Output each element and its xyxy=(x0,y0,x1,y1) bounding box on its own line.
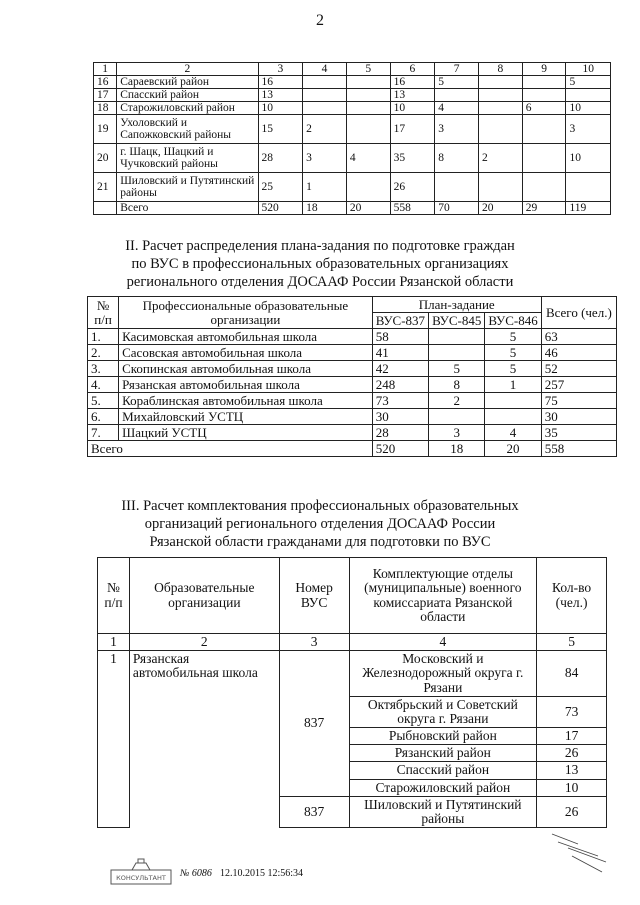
value-cell: 6 xyxy=(522,102,566,115)
value-cell xyxy=(346,76,390,89)
vus845-value xyxy=(429,345,485,361)
index-cell: 1 xyxy=(98,634,130,651)
vus837-value: 42 xyxy=(372,361,428,377)
col-plan-header: План-задание xyxy=(372,297,541,313)
table-row xyxy=(88,409,617,425)
section-2-title-line: II. Расчет распределения плана-задания по подготовке граждан xyxy=(125,238,515,254)
vus837-value: 41 xyxy=(372,345,428,361)
total-cell: 558 xyxy=(390,202,435,215)
index-cell: 2 xyxy=(129,634,279,651)
row-number: 7. xyxy=(88,425,119,441)
table-row xyxy=(94,76,611,89)
organization-name: Скопинская автомобильная школа xyxy=(119,361,373,377)
dept-count: 17 xyxy=(537,728,607,745)
org-name: Рязанская автомобильная школа xyxy=(129,651,279,828)
table-row xyxy=(94,102,611,115)
table-row xyxy=(94,144,611,173)
vus837-value: 30 xyxy=(372,409,428,425)
vus845-value xyxy=(429,329,485,345)
total-row xyxy=(94,202,611,215)
section-3-title-line: Рязанской области гражданами для подготовки по ВУС xyxy=(149,534,491,550)
vus837-value: 248 xyxy=(372,377,428,393)
value-cell xyxy=(478,115,522,144)
table-row xyxy=(88,377,617,393)
total-label: Всего xyxy=(88,441,373,457)
value-cell xyxy=(435,89,479,102)
value-cell: 35 xyxy=(390,144,435,173)
vus845-value: 3 xyxy=(429,425,485,441)
value-cell: 28 xyxy=(258,144,303,173)
total-label: Всего xyxy=(117,202,258,215)
dept-name: Шиловский и Путятинский районы xyxy=(349,796,537,827)
value-cell: 5 xyxy=(435,76,479,89)
column-index-cell: 7 xyxy=(435,63,479,76)
organization-name: Кораблинская автомобильная школа xyxy=(119,393,373,409)
value-cell xyxy=(303,89,347,102)
value-cell: 8 xyxy=(435,144,479,173)
row-number: 1. xyxy=(88,329,119,345)
col-vus845-header: ВУС-845 xyxy=(429,313,485,329)
row-number: 19 xyxy=(94,115,117,144)
table-row xyxy=(98,651,607,697)
vus845-total: 18 xyxy=(429,441,485,457)
footer xyxy=(110,858,303,888)
district-name: Спасский район xyxy=(117,89,258,102)
value-cell: 10 xyxy=(390,102,435,115)
vus845-value: 2 xyxy=(429,393,485,409)
vus846-value: 5 xyxy=(485,345,541,361)
vus846-value: 5 xyxy=(485,361,541,377)
table-row xyxy=(88,425,617,441)
total-cell: 70 xyxy=(435,202,479,215)
col-vus846-header: ВУС-846 xyxy=(485,313,541,329)
dept-count: 73 xyxy=(537,696,607,727)
value-cell xyxy=(435,173,479,202)
organization-name: Шацкий УСТЦ xyxy=(119,425,373,441)
doc-timestamp: 12.10.2015 12:56:34 xyxy=(219,867,303,879)
column-index-cell: 8 xyxy=(478,63,522,76)
row-number: 6. xyxy=(88,409,119,425)
row-number: 3. xyxy=(88,361,119,377)
value-cell xyxy=(346,102,390,115)
column-index-cell: 5 xyxy=(346,63,390,76)
vus846-value xyxy=(485,393,541,409)
row-number: 21 xyxy=(94,173,117,202)
dept-count: 13 xyxy=(537,762,607,779)
column-index-cell: 4 xyxy=(303,63,347,76)
value-cell xyxy=(566,173,611,202)
section-2-title-line: по ВУС в профессиональных образовательных организациях xyxy=(131,256,509,272)
value-cell: 13 xyxy=(258,89,303,102)
col-org-header: Профессиональные образовательные организации xyxy=(119,297,373,329)
value-cell: 3 xyxy=(303,144,347,173)
dept-name: Октябрьский и Советский округа г. Рязани xyxy=(349,696,537,727)
col-total-header: Всего (чел.) xyxy=(541,297,616,329)
column-index-cell: 3 xyxy=(258,63,303,76)
value-cell: 16 xyxy=(390,76,435,89)
value-cell: 10 xyxy=(566,144,611,173)
total-value: 52 xyxy=(541,361,616,377)
dept-name: Московский и Железнодорожный округа г. Рязани xyxy=(349,651,537,697)
blank-cell xyxy=(94,202,117,215)
table-row xyxy=(94,89,611,102)
col-num-header: № п/п xyxy=(88,297,119,329)
signature-mark xyxy=(548,828,610,878)
column-index-cell: 1 xyxy=(94,63,117,76)
total-value: 257 xyxy=(541,377,616,393)
total-value: 35 xyxy=(541,425,616,441)
value-cell: 2 xyxy=(303,115,347,144)
vus846-value: 1 xyxy=(485,377,541,393)
vus846-value: 4 xyxy=(485,425,541,441)
value-cell: 10 xyxy=(258,102,303,115)
value-cell xyxy=(522,144,566,173)
dept-count: 84 xyxy=(537,651,607,697)
vus-number: 837 xyxy=(279,796,349,827)
value-cell xyxy=(346,115,390,144)
page-number: 2 xyxy=(316,12,324,29)
value-cell xyxy=(522,115,566,144)
value-cell: 3 xyxy=(566,115,611,144)
total-cell: 20 xyxy=(346,202,390,215)
consultant-logo xyxy=(110,858,172,888)
org-number: 1 xyxy=(98,651,130,828)
total-cell: 29 xyxy=(522,202,566,215)
value-cell xyxy=(303,102,347,115)
dept-name: Старожиловский район xyxy=(349,779,537,796)
column-index-cell: 2 xyxy=(117,63,258,76)
vus837-value: 73 xyxy=(372,393,428,409)
dept-name: Спасский район xyxy=(349,762,537,779)
district-name: Шиловский и Путятинский районы xyxy=(117,173,258,202)
value-cell: 17 xyxy=(390,115,435,144)
section-3-title-line: организаций регионального отделения ДОСААФ России xyxy=(144,516,496,532)
district-name: Ухоловский и Сапожковский районы xyxy=(117,115,258,144)
total-row xyxy=(88,441,617,457)
value-cell: 25 xyxy=(258,173,303,202)
section-2-title-line: регионального отделения ДОСААФ России Рязанской области xyxy=(126,274,514,290)
organization-name: Михайловский УСТЦ xyxy=(119,409,373,425)
value-cell xyxy=(522,89,566,102)
dept-count: 10 xyxy=(537,779,607,796)
column-index-cell: 9 xyxy=(522,63,566,76)
value-cell: 16 xyxy=(258,76,303,89)
value-cell: 26 xyxy=(390,173,435,202)
value-cell xyxy=(478,173,522,202)
row-number: 5. xyxy=(88,393,119,409)
row-number: 16 xyxy=(94,76,117,89)
vus845-value xyxy=(429,409,485,425)
table-row xyxy=(88,345,617,361)
value-cell: 5 xyxy=(566,76,611,89)
section-3-title-line: III. Расчет комплектования профессиональных образовательных xyxy=(121,498,519,514)
value-cell xyxy=(478,76,522,89)
dept-name: Рязанский район xyxy=(349,745,537,762)
col-num-header: № п/п xyxy=(98,558,130,634)
vus837-value: 28 xyxy=(372,425,428,441)
index-cell: 5 xyxy=(537,634,607,651)
vus846-value xyxy=(485,409,541,425)
col-count-header: Кол-во (чел.) xyxy=(537,558,607,634)
value-cell: 4 xyxy=(346,144,390,173)
grand-total: 558 xyxy=(541,441,616,457)
vus845-value: 5 xyxy=(429,361,485,377)
row-number: 17 xyxy=(94,89,117,102)
vus846-value: 5 xyxy=(485,329,541,345)
value-cell: 4 xyxy=(435,102,479,115)
district-name: г. Шацк, Шацкий и Чучковский районы xyxy=(117,144,258,173)
dept-count: 26 xyxy=(537,796,607,827)
value-cell xyxy=(566,89,611,102)
value-cell: 13 xyxy=(390,89,435,102)
column-index-cell: 6 xyxy=(390,63,435,76)
value-cell: 3 xyxy=(435,115,479,144)
row-number: 20 xyxy=(94,144,117,173)
district-name: Сараевский район xyxy=(117,76,258,89)
table-row xyxy=(88,393,617,409)
total-cell: 20 xyxy=(478,202,522,215)
organization-name: Рязанская автомобильная школа xyxy=(119,377,373,393)
table-row xyxy=(94,115,611,144)
dept-count: 26 xyxy=(537,745,607,762)
table-row xyxy=(94,173,611,202)
district-allocation-table xyxy=(93,62,611,215)
vus837-value: 58 xyxy=(372,329,428,345)
value-cell xyxy=(522,76,566,89)
col-depts-header: Комплектующие отделы (муниципальные) военного комиссариата Рязанской области xyxy=(349,558,537,634)
vus846-total: 20 xyxy=(485,441,541,457)
value-cell: 15 xyxy=(258,115,303,144)
table-row xyxy=(88,361,617,377)
value-cell: 10 xyxy=(566,102,611,115)
row-number: 2. xyxy=(88,345,119,361)
col-vus-header: Номер ВУС xyxy=(279,558,349,634)
table-row xyxy=(88,329,617,345)
section-2-title xyxy=(0,237,640,291)
column-index-cell: 10 xyxy=(566,63,611,76)
total-value: 63 xyxy=(541,329,616,345)
row-number: 18 xyxy=(94,102,117,115)
value-cell xyxy=(346,173,390,202)
col-vus837-header: ВУС-837 xyxy=(372,313,428,329)
dept-name: Рыбновский район xyxy=(349,728,537,745)
total-cell: 18 xyxy=(303,202,347,215)
total-value: 46 xyxy=(541,345,616,361)
value-cell xyxy=(478,102,522,115)
total-value: 75 xyxy=(541,393,616,409)
total-cell: 520 xyxy=(258,202,303,215)
vus837-total: 520 xyxy=(372,441,428,457)
district-name: Старожиловский район xyxy=(117,102,258,115)
index-cell: 4 xyxy=(349,634,537,651)
doc-id: № 6086 xyxy=(180,867,212,879)
staffing-table xyxy=(97,557,607,828)
row-number: 4. xyxy=(88,377,119,393)
value-cell xyxy=(478,89,522,102)
organization-name: Сасовская автомобильная школа xyxy=(119,345,373,361)
organization-name: Касимовская автомобильная школа xyxy=(119,329,373,345)
col-org-header: Образовательные организации xyxy=(129,558,279,634)
value-cell xyxy=(522,173,566,202)
total-value: 30 xyxy=(541,409,616,425)
vus845-value: 8 xyxy=(429,377,485,393)
consultant-logo-text: КОНСУЛЬТАНТ xyxy=(116,874,166,882)
value-cell: 2 xyxy=(478,144,522,173)
total-cell: 119 xyxy=(566,202,611,215)
header-row xyxy=(94,63,611,76)
value-cell xyxy=(346,89,390,102)
value-cell xyxy=(303,76,347,89)
section-3-title xyxy=(0,497,640,551)
index-cell: 3 xyxy=(279,634,349,651)
value-cell: 1 xyxy=(303,173,347,202)
plan-distribution-table xyxy=(87,296,617,457)
vus-number: 837 xyxy=(279,651,349,797)
